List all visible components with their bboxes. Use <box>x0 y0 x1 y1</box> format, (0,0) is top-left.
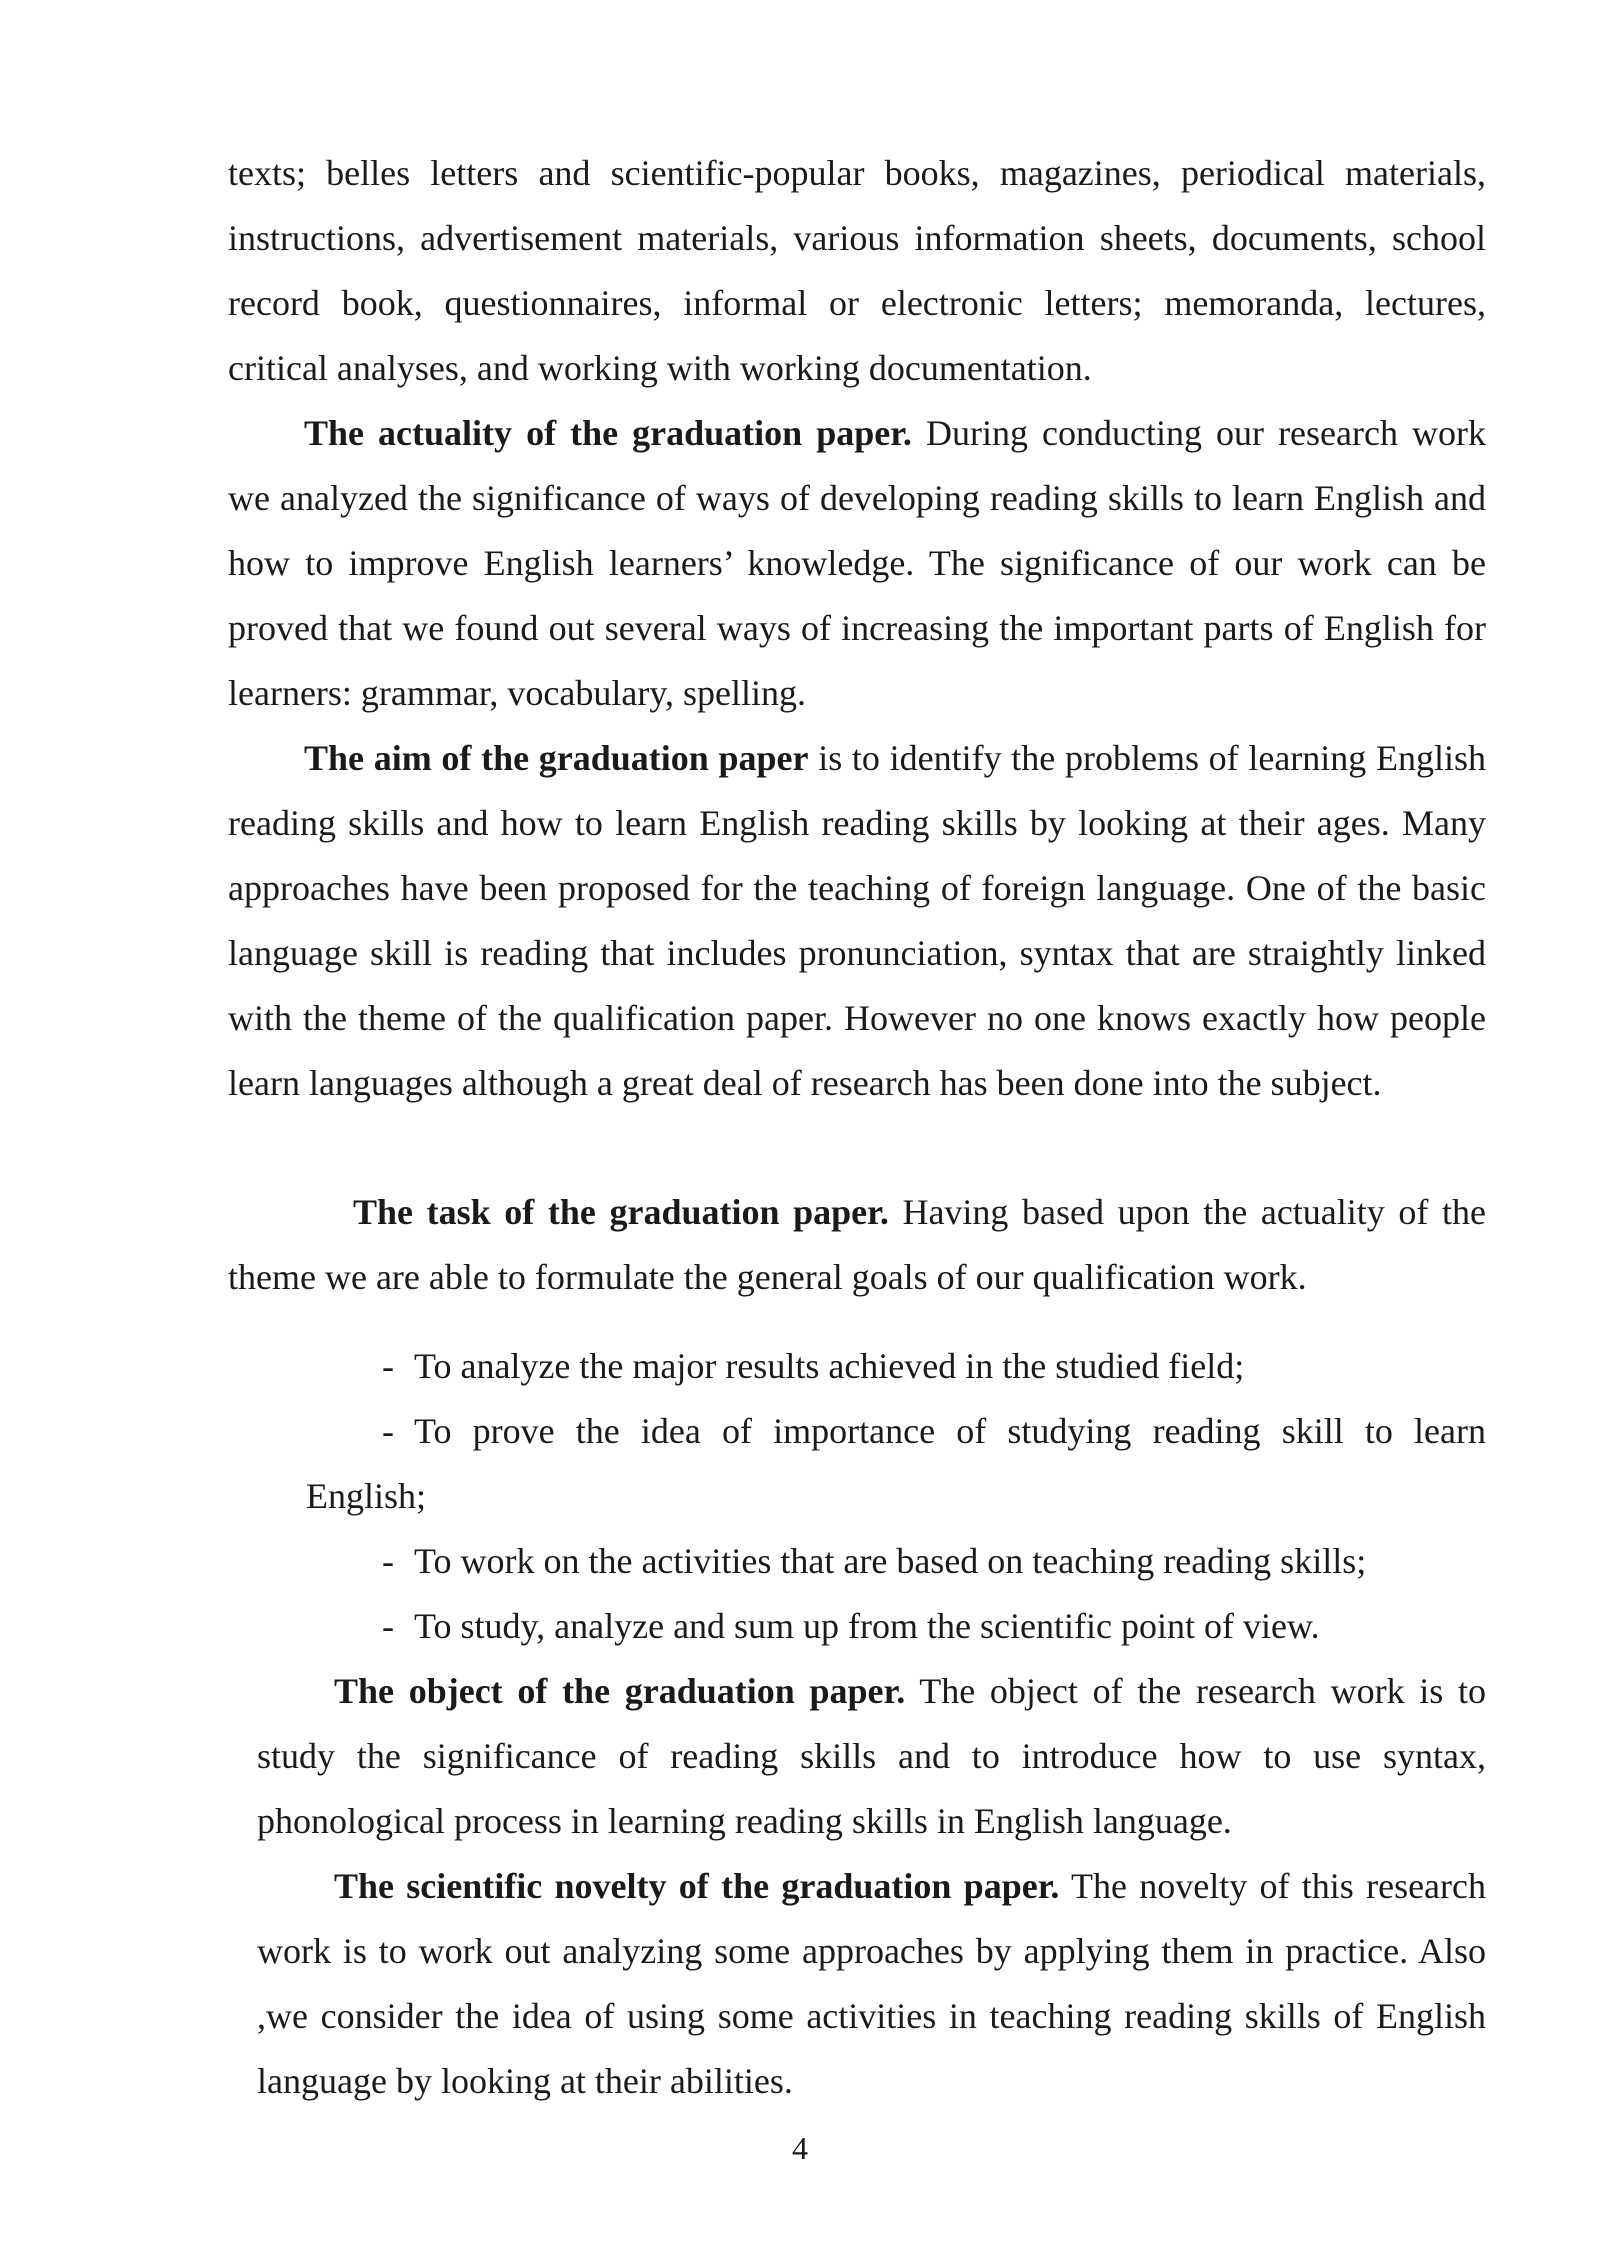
novelty-paragraph <box>257 1854 1486 2114</box>
dash-marker: - <box>382 1606 394 1646</box>
task-heading: The task of the graduation paper. <box>353 1192 889 1232</box>
dash-marker: - <box>382 1541 394 1581</box>
actuality-paragraph <box>228 401 1486 726</box>
goal-item-2 <box>382 1399 1486 1464</box>
intro-paragraph <box>228 141 1486 401</box>
aim-heading: The aim of the graduation paper <box>304 738 809 778</box>
goal-item-4 <box>382 1594 1486 1659</box>
goal-item-2-text: To prove the idea of importance of studying reading skill to learn <box>414 1411 1486 1451</box>
aim-paragraph <box>228 726 1486 1116</box>
novelty-heading: The scientific novelty of the graduation paper. <box>334 1866 1060 1906</box>
page-number: 4 <box>792 2130 808 2166</box>
intro-text: texts; belles letters and scientific-popular books, magazines, periodical materials, instructions, advertisement materials, various information sheets, documents, school record book, questionnaires, informal or electronic letters; memoranda, lectures, critical analyses, and working with working documentation. <box>228 153 1486 388</box>
actuality-heading: The actuality of the graduation paper. <box>304 413 912 453</box>
goal-item-3 <box>382 1529 1486 1594</box>
goal-item-3-text: To work on the activities that are based on teaching reading skills; <box>414 1541 1367 1581</box>
object-text: The object of the research work is to study the significance of reading skills and to introduce how to use syntax, phonological process in learning reading skills in English language. <box>257 1671 1486 1841</box>
goal-item-4-text: To study, analyze and sum up from the scientific point of view. <box>414 1606 1320 1646</box>
goal-item-2-continuation <box>306 1464 426 1529</box>
object-paragraph <box>257 1659 1486 1854</box>
task-paragraph <box>228 1180 1486 1310</box>
novelty-text: The novelty of this research work is to work out analyzing some approaches by applying them in practice. Also ,we consider the idea of using some activities in teaching reading skills of English language by looking at their abilities. <box>257 1866 1487 2101</box>
actuality-text: During conducting our research work we analyzed the significance of ways of developing reading skills to learn English and how to improve English learners’ knowledge. The significance of our work can be proved that we found out several ways of increasing the important parts of English for learners: grammar, vocabulary, spelling. <box>228 413 1486 713</box>
dash-marker: - <box>382 1411 394 1451</box>
task-text: Having based upon the actuality of the theme we are able to formulate the general goals of our qualification work. <box>228 1192 1486 1297</box>
object-heading: The object of the graduation paper. <box>334 1671 906 1711</box>
goal-item-1 <box>382 1334 1486 1399</box>
goal-item-2-cont-text: English; <box>306 1476 427 1516</box>
goal-item-1-text: To analyze the major results achieved in the studied field; <box>414 1346 1245 1386</box>
dash-marker: - <box>382 1346 394 1386</box>
aim-text: is to identify the problems of learning English reading skills and how to learn English reading skills by looking at their ages. Many approaches have been proposed for the teaching of foreign language. One of the basic language skill is reading that includes pronunciation, syntax that are straightly linked with the theme of the qualification paper. However no one knows exactly how people learn languages although a great deal of research has been done into the subject. <box>228 738 1487 1103</box>
